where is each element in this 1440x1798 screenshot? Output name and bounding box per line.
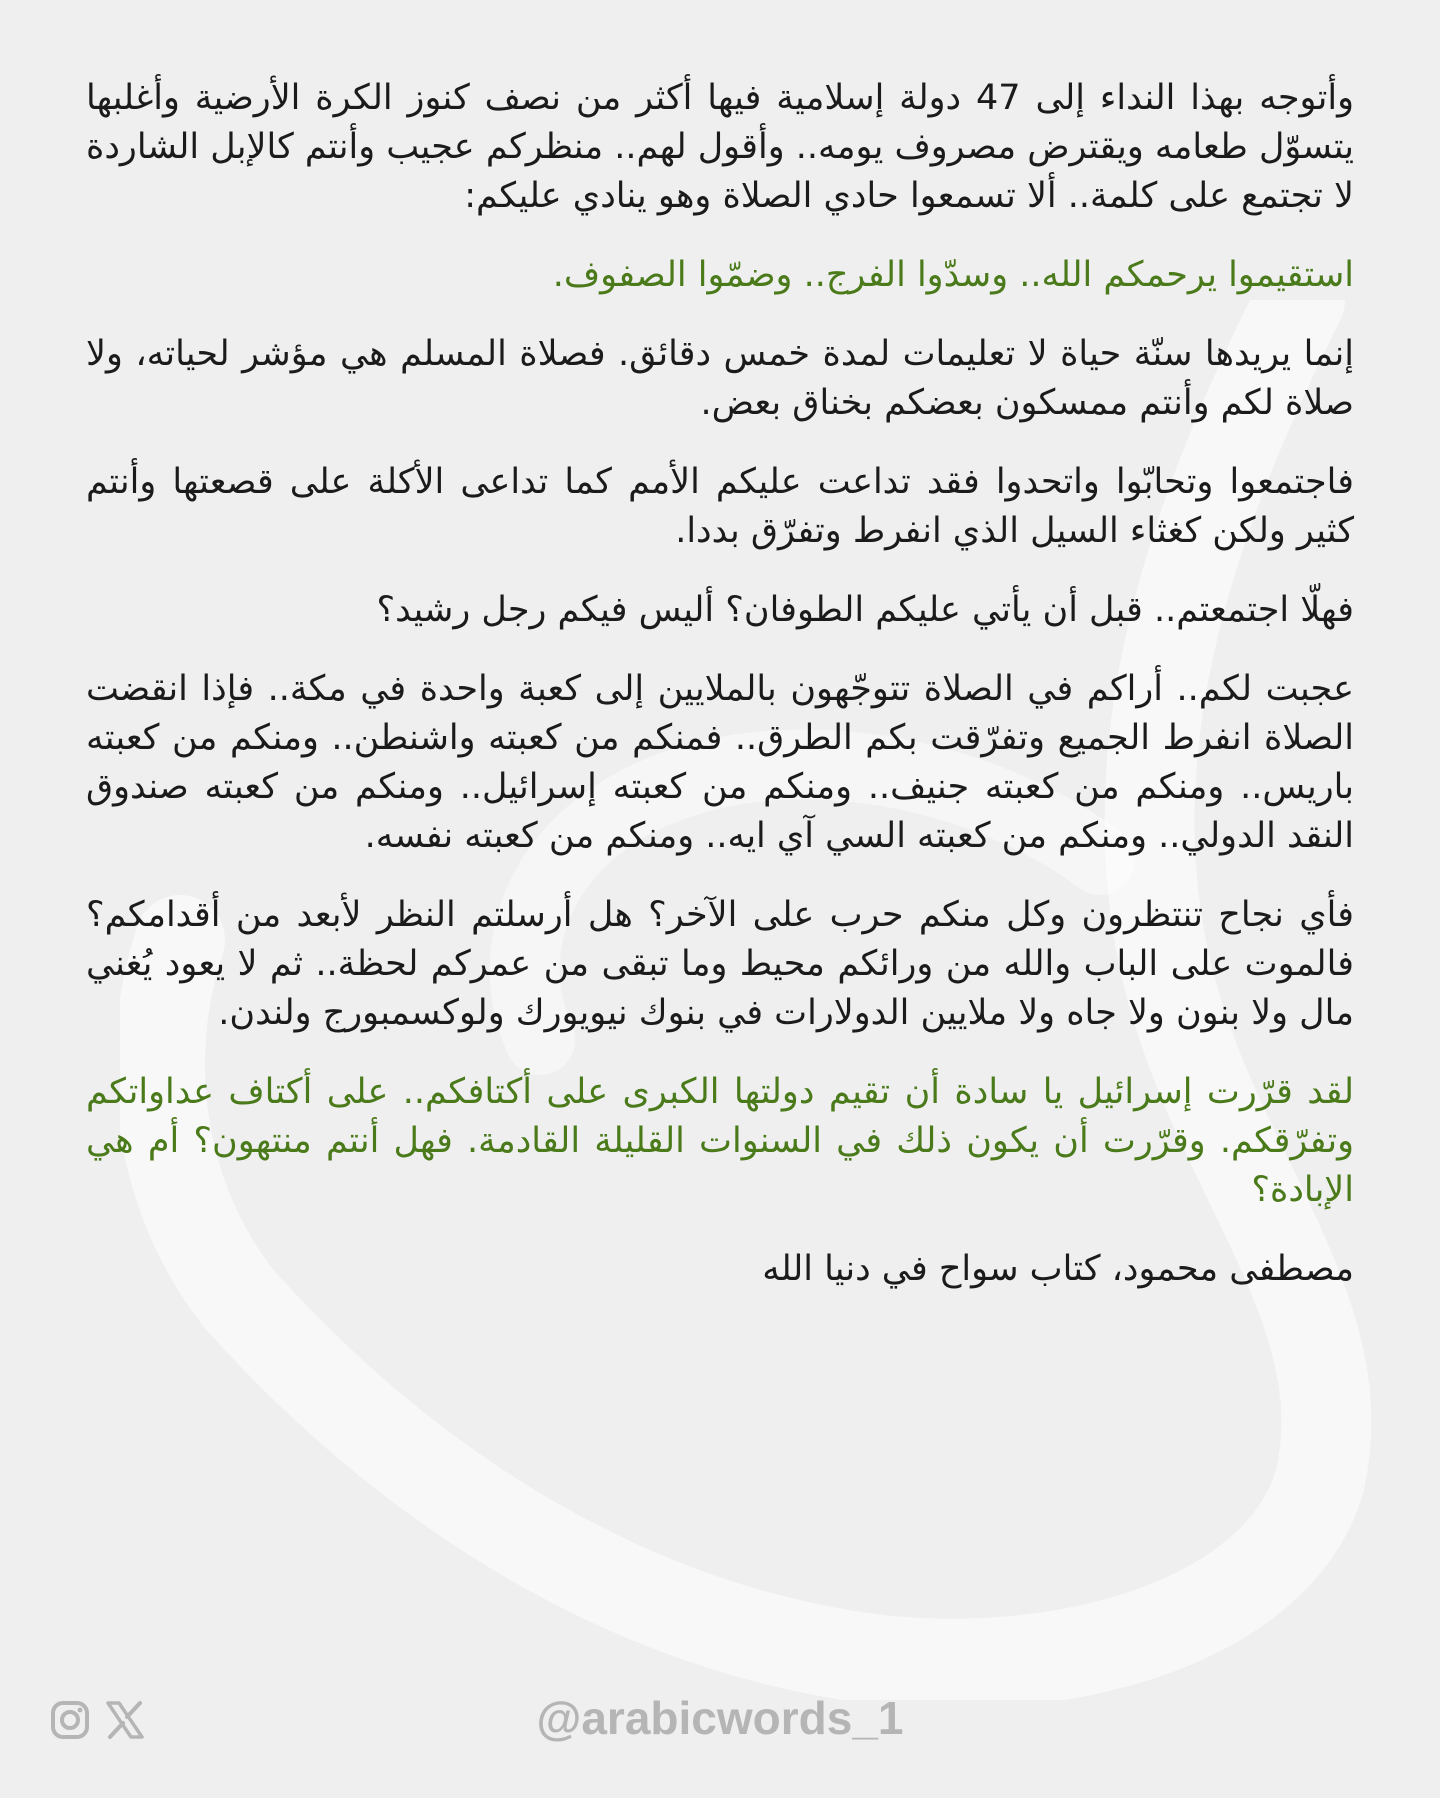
paragraph-1: وأتوجه بهذا النداء إلى 47 دولة إسلامية فيها أكثر من نصف كنوز الكرة الأرضية وأغلبها يتسوّل طعامه ويقترض مصروف يومه.. وأقول لهم.. منظركم عجيب وأنتم كالإبل الشاردة لا تجتمع على كلمة.. ألا تسمعوا حادي الصلاة وهو ينادي عليكم:: [86, 78, 1354, 216]
paragraph-4: فاجتمعوا وتحابّوا واتحدوا فقد تداعت عليكم الأمم كما تداعى الأكلة على قصعتها وأنتم كثير ولكن كغثاء السيل الذي انفرط وتفرّق بددا.: [86, 462, 1354, 551]
account-handle: @arabicwords_1: [536, 1692, 904, 1744]
paragraph-3: إنما يريدها سنّة حياة لا تعليمات لمدة خمس دقائق. فصلاة المسلم هي مؤشر لحياته، ولا صلاة لكم وأنتم ممسكون بعضكم بخناق بعض.: [86, 334, 1354, 423]
paragraph-5: فهلّا اجتمعتم.. قبل أن يأتي عليكم الطوفان؟ أليس فيكم رجل رشيد؟: [376, 590, 1354, 630]
paragraph-2-highlight: استقيموا يرحمكم الله.. وسدّوا الفرج.. وضمّوا الصفوف.: [552, 255, 1354, 295]
paragraph-6: عجبت لكم.. أراكم في الصلاة تتوجّهون بالملايين إلى كعبة واحدة في مكة.. فإذا انقضت الصلاة انفرط الجميع وتفرّقت بكم الطرق.. فمنكم من كعبته واشنطن.. ومنكم من كعبته باريس.. ومنكم من كعبته جنيف.. ومنكم من كعبته إسرائيل.. ومنكم من كعبته صندوق النقد الدولي.. ومنكم من كعبته السي آي ايه.. ومنكم من كعبته نفسه.: [86, 669, 1354, 856]
paragraph-8-highlight: لقد قرّرت إسرائيل يا سادة أن تقيم دولتها الكبرى على أكتافكم.. على أكتاف عداواتكم وتفرّقكم. وقرّرت أن يكون ذلك في السنوات القليلة القادمة. فهل أنتم منتهون؟ أم هي الإبادة؟: [86, 1072, 1354, 1210]
paragraph-7: فأي نجاح تنتظرون وكل منكم حرب على الآخر؟ هل أرسلتم النظر لأبعد من أقدامكم؟ فالموت على الباب والله من ورائكم محيط وما تبقى من عمركم لحظة.. ثم لا يعود يُغني مال ولا بنون ولا جاه ولا ملايين الدولارات في بنوك نيويورك ولوكسمبورج ولندن.: [86, 895, 1354, 1033]
article-body: [86, 74, 1354, 1324]
footer: [0, 1690, 1440, 1750]
signature: مصطفى محمود، كتاب سواح في دنيا الله: [762, 1249, 1354, 1289]
